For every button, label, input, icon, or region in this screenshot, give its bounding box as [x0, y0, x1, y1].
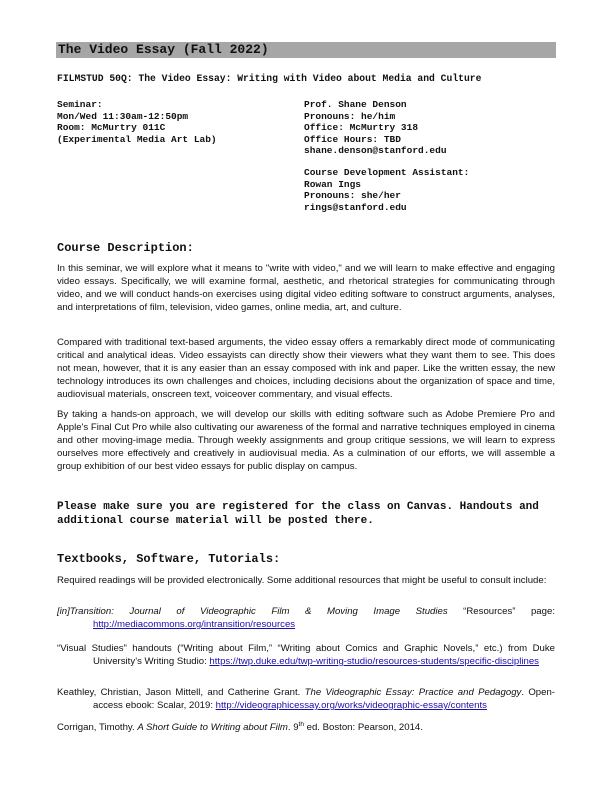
seminar-lab: (Experimental Media Art Lab)	[57, 133, 217, 145]
intransition-resources-link[interactable]: http://mediacommons.org/intransition/resources	[93, 619, 296, 630]
seminar-label: Seminar:	[57, 99, 103, 110]
reference-corrigan-title: A Short Guide to Writing about Film	[137, 722, 288, 733]
assistant-label: Course Development Assistant:	[304, 167, 470, 178]
reference-videographic-essay	[57, 686, 555, 712]
resources-intro: Required readings will be provided electronically. Some additional resources that might be useful to consult include:	[57, 575, 547, 586]
reference-corrigan-text: ed. Boston: Pearson, 2014.	[303, 722, 423, 733]
instructor-hours: Office Hours: TBD	[304, 133, 401, 145]
videographic-essay-link[interactable]: http://videographicessay.org/works/videographic-essay/contents	[215, 700, 487, 711]
course-title-line: FILMSTUD 50Q: The Video Essay: Writing with Video about Media and Culture	[57, 73, 482, 84]
reference-corrigan	[57, 721, 555, 734]
reference-corrigan-author: Corrigan, Timothy.	[57, 722, 138, 733]
assistant-pronouns: Pronouns: she/her	[304, 190, 401, 201]
reference-keathley-title: The Videographic Essay: Practice and Pedagogy	[304, 687, 522, 698]
assistant-name: Rowan Ings	[304, 178, 362, 190]
instructor-info	[304, 99, 447, 157]
seminar-info	[57, 99, 217, 145]
reference-corrigan-superscript: th	[298, 720, 304, 728]
duke-writing-studio-link[interactable]: https://twp.duke.edu/twp-writing-studio/resources-students/specific-disciplines	[209, 656, 539, 667]
reference-intransition	[57, 605, 555, 631]
reference-duke-text: “Visual Studies” handouts (“Writing about Film,” “Writing about Comics and Graphic Novels,” etc.) from Duke University’s Writing Studio:	[57, 643, 555, 667]
description-paragraph-3: By taking a hands-on approach, we will develop our skills with editing software such as Adobe Premiere Pro and Apple's Final Cut Pro while also cultivating our awareness of the formal and narrative techniques employed in cinema and other moving-image media. Through weekly assignments and group critique sessions, we will learn to express ourselves more effectively and creatively in audiovisual media. As a culmination of our efforts, we will assemble a group exhibition of our best video essays for public display on campus.	[57, 409, 555, 472]
document-title: The Video Essay (Fall 2022)	[58, 42, 269, 57]
reference-corrigan-edition: . 9	[287, 722, 299, 733]
title-bar	[56, 42, 556, 58]
course-description-heading: Course Description:	[57, 241, 194, 255]
reference-intransition-text: “Resources” page:	[447, 606, 555, 617]
reference-keathley-text: . Open-access ebook: Scalar, 2019:	[93, 687, 555, 711]
assistant-info	[304, 167, 469, 213]
description-paragraph-1: In this seminar, we will explore what it means to "write with video," and we will learn to make effective and engaging video essays. Specifically, we will examine formal, aesthetic, and rhetorical strategies for communicating through video, and we will conduct hands-on exercises using digital video editing software to construct arguments, analyses, and interpretations of film, television, video games, online media, art, and culture.	[57, 263, 555, 313]
resources-heading: Textbooks, Software, Tutorials:	[57, 552, 281, 566]
reference-duke-handouts	[57, 642, 555, 668]
instructor-email: shane.denson@stanford.edu	[304, 145, 447, 156]
seminar-time: Mon/Wed 11:30am-12:50pm	[57, 110, 189, 122]
instructor-name: Prof. Shane Denson	[304, 99, 407, 110]
instructor-office: Office: McMurtry 318	[304, 122, 419, 133]
instructor-pronouns: Pronouns: he/him	[304, 110, 396, 122]
description-paragraph-2: Compared with traditional text-based arguments, the video essay offers a remarkably direct mode of communicating critical and analytical ideas. Video essayists can directly show their viewers what they want them to see. This does not mean, however, that it is any easier than an essay composed with ink and paper. Like the written essay, the new technology introduces its own challenges and choices, including decisions about the organization of space and time, audiovisual materials, onscreen text, voiceover commentary, and visual effects.	[57, 337, 555, 400]
assistant-email: rings@stanford.edu	[304, 201, 407, 213]
seminar-room: Room: McMurtry 011C	[57, 122, 166, 133]
reference-intransition-title: [in]Transition: Journal of Videographic Film & Moving Image Studies	[57, 606, 448, 617]
canvas-notice: Please make sure you are registered for the class on Canvas. Handouts and additional course material will be posted there.	[57, 501, 539, 527]
reference-keathley-authors: Keathley, Christian, Jason Mittell, and Catherine Grant.	[57, 687, 305, 698]
